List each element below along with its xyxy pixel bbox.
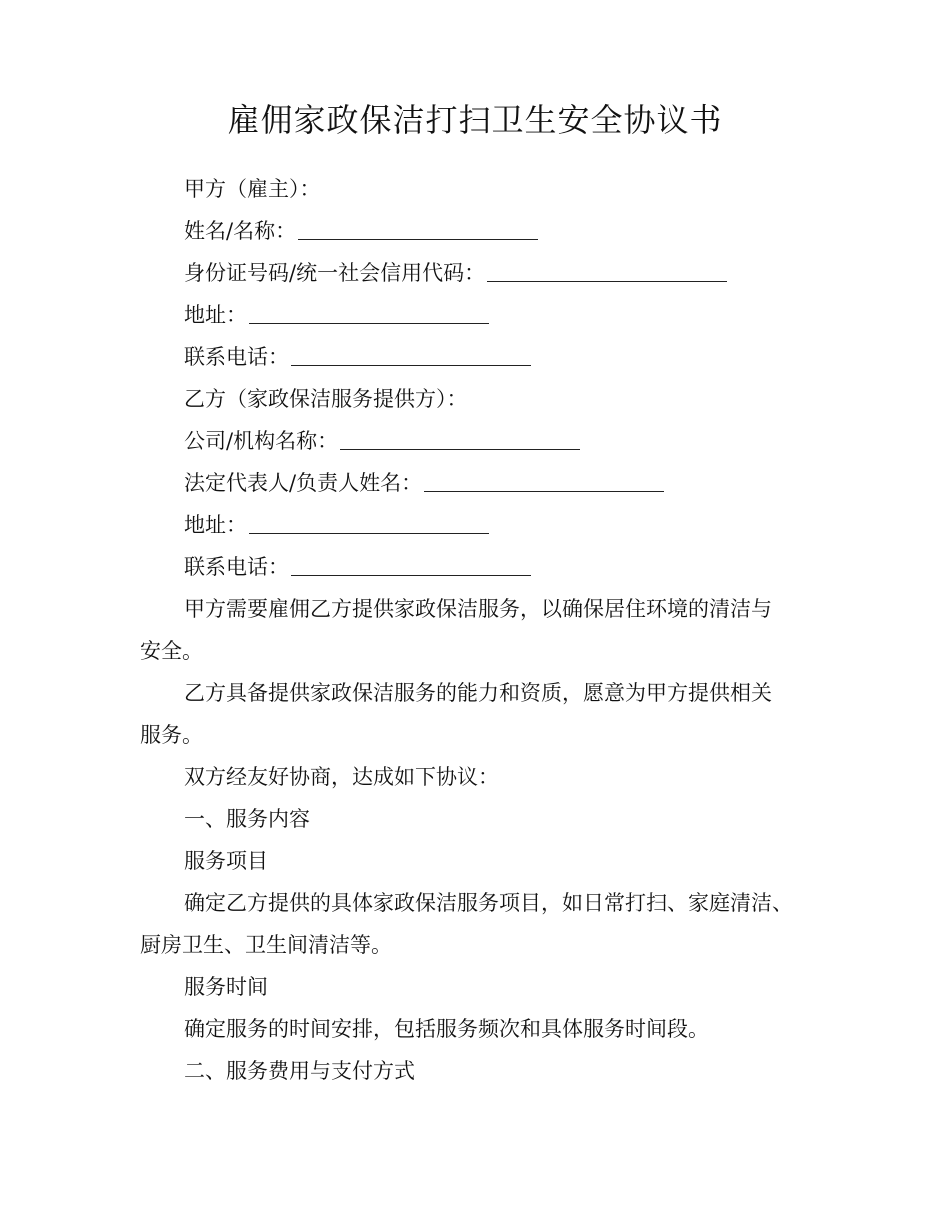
party-b-rep-row: [140, 462, 840, 504]
party-a-name-blank[interactable]: [298, 213, 538, 240]
section-1-item-1-title: 服务项目: [184, 849, 268, 873]
paragraph-1-line-2: 安全。: [140, 639, 203, 663]
party-b-phone-row: [140, 546, 840, 588]
party-a-address-row: [140, 294, 840, 336]
party-a-name-label: 姓名/名称：: [184, 219, 297, 243]
paragraph-2-line-1: 乙方具备提供家政保洁服务的能力和资质，愿意为甲方提供相关: [184, 681, 772, 705]
section-1-heading: 一、服务内容: [184, 807, 310, 831]
party-b-address-row: [140, 504, 840, 546]
party-a-phone-label: 联系电话：: [184, 345, 289, 369]
section-1-item-1-line-2: 厨房卫生、卫生间清洁等。: [140, 933, 392, 957]
party-a-phone-row: [140, 336, 840, 378]
party-a-phone-blank[interactable]: [291, 339, 531, 366]
section-2-heading: 二、服务费用与支付方式: [184, 1059, 415, 1083]
paragraph-3: 双方经友好协商，达成如下协议：: [184, 765, 499, 789]
paragraph-2-line-2: 服务。: [140, 723, 203, 747]
party-b-company-row: [140, 420, 840, 462]
section-1-item-2-title: 服务时间: [184, 975, 268, 999]
section-1-item-2-text: 确定服务的时间安排，包括服务频次和具体服务时间段。: [184, 1017, 709, 1041]
party-a-id-row: [140, 252, 840, 294]
party-a-address-blank[interactable]: [249, 297, 489, 324]
party-b-phone-label: 联系电话：: [184, 555, 289, 579]
party-a-name-row: [140, 210, 840, 252]
party-b-address-label: 地址：: [184, 513, 247, 537]
section-1-item-1-line-1: 确定乙方提供的具体家政保洁服务项目，如日常打扫、家庭清洁、: [184, 891, 793, 915]
party-a-address-label: 地址：: [184, 303, 247, 327]
party-a-id-blank[interactable]: [487, 255, 727, 282]
document-body: [140, 168, 840, 1092]
party-b-company-blank[interactable]: [340, 423, 580, 450]
party-b-rep-label: 法定代表人/负责人姓名：: [184, 471, 423, 495]
party-a-id-label: 身份证号码/统一社会信用代码：: [184, 261, 486, 285]
party-a-heading: 甲方（雇主）：: [184, 177, 321, 201]
paragraph-1-line-1: 甲方需要雇佣乙方提供家政保洁服务，以确保居住环境的清洁与: [184, 597, 772, 621]
party-b-heading: 乙方（家政保洁服务提供方）：: [184, 387, 468, 411]
party-b-address-blank[interactable]: [249, 507, 489, 534]
party-b-rep-blank[interactable]: [424, 465, 664, 492]
document-title: 雇佣家政保洁打扫卫生安全协议书: [227, 101, 723, 139]
party-b-company-label: 公司/机构名称：: [184, 429, 339, 453]
party-b-phone-blank[interactable]: [291, 549, 531, 576]
